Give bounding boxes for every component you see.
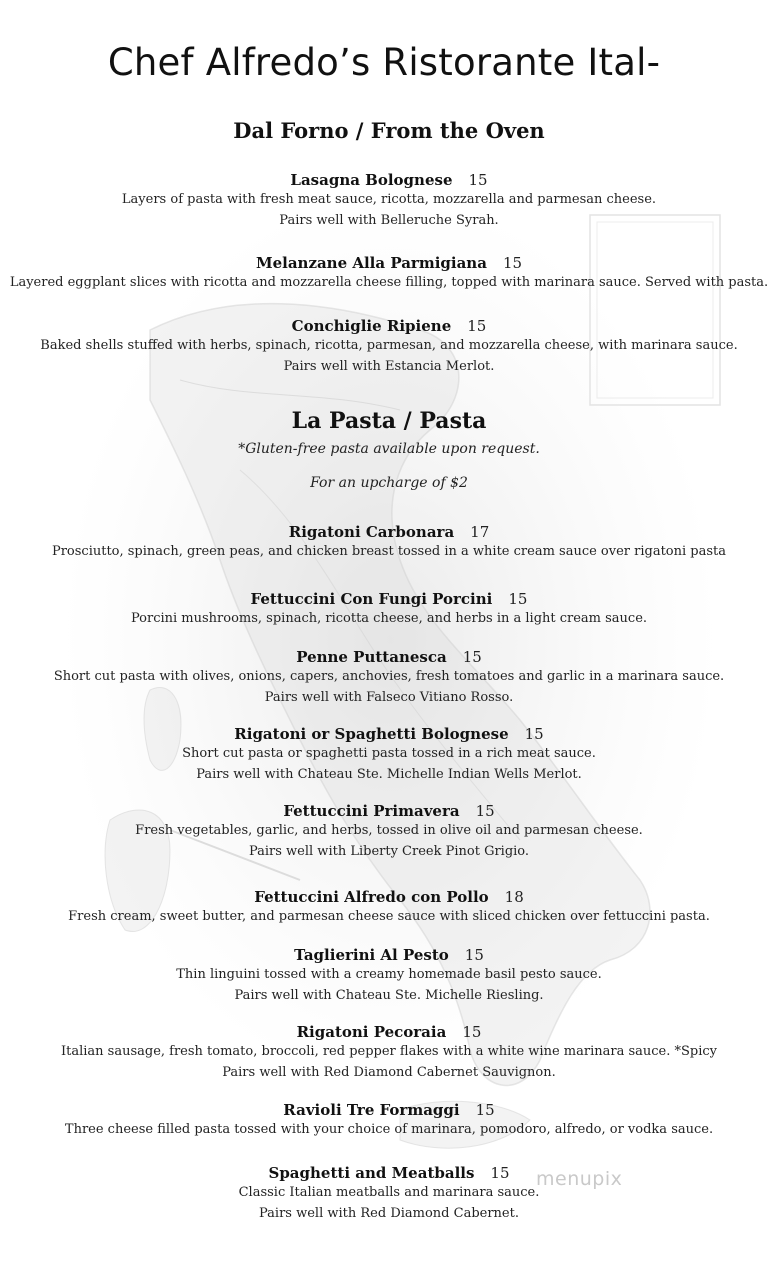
item-pairing: Pairs well with Chateau Ste. Michelle Indian Wells Merlot. [196,766,582,782]
item-name: Ravioli Tre Formaggi [283,1101,460,1119]
item-name: Penne Puttanesca [296,648,447,666]
menu-item [0,253,768,294]
item-name: Fettuccini Alfredo con Pollo [254,888,489,906]
menu-item [0,589,768,630]
item-description: Prosciutto, spinach, green peas, and chicken breast tossed in a white cream sauce over rigatoni pasta [51,544,727,559]
item-description: Short cut pasta with olives, onions, capers, anchovies, fresh tomatoes and garlic in a marinara sauce. [53,669,725,684]
item-description: Layered eggplant slices with ricotta and mozzarella cheese filling, topped with marinara sauce. Served with pasta. [9,275,768,290]
item-name: Lasagna Bolognese [290,171,453,189]
gluten-free-note: *Gluten-free pasta available upon request. [238,441,540,457]
item-description: Layers of pasta with fresh meat sauce, ricotta, mozzarella and parmesan cheese. [121,192,657,207]
section-heading-pasta: La Pasta / Pasta [291,408,487,434]
item-pairing: Pairs well with Estancia Merlot. [283,358,495,374]
upcharge-note: For an upcharge of $2 [310,475,468,491]
item-pairing: Pairs well with Chateau Ste. Michelle Riesling. [234,987,544,1003]
section-heading-oven: Dal Forno / From the Oven [233,118,545,143]
item-name: Melanzane Alla Parmigiana [255,254,487,272]
item-price: 15 [475,1101,495,1119]
menu-item [0,647,768,708]
item-pairing: Pairs well with Belleruche Syrah. [279,212,499,228]
item-name: Taglierini Al Pesto [294,946,449,964]
item-description: Italian sausage, fresh tomato, broccoli, red pepper flakes with a white wine marinara sauce. *Spicy [60,1044,717,1059]
item-name: Conchiglie Ripiene [291,317,452,335]
item-description: Short cut pasta or spaghetti pasta tossed in a rich meat sauce. [182,746,596,761]
item-price: 15 [490,1164,510,1182]
item-price: 15 [464,946,484,964]
item-price: 17 [470,523,490,541]
item-description: Three cheese filled pasta tossed with your choice of marinara, pomodoro, alfredo, or vodka sauce. [64,1122,714,1137]
item-pairing: Pairs well with Liberty Creek Pinot Grigio. [248,843,530,859]
menu-item [0,887,768,928]
item-description: Baked shells stuffed with herbs, spinach, ricotta, parmesan, and mozzarella cheese, with marinara sauce. [40,338,738,353]
menu-item [0,522,768,563]
menu-item [0,801,768,862]
item-price: 15 [502,254,523,272]
menu-item [0,170,768,231]
item-name: Rigatoni or Spaghetti Bolognese [234,725,509,743]
item-pairing: Pairs well with Red Diamond Cabernet Sauvignon. [222,1064,556,1080]
item-price: 15 [462,648,482,666]
item-name: Rigatoni Carbonara [288,523,455,541]
item-price: 18 [504,888,524,906]
menu-item [0,316,768,377]
item-price: 15 [468,171,488,189]
item-description: Thin linguini tossed with a creamy homemade basil pesto sauce. [176,967,602,982]
menu-item [0,1022,768,1083]
item-price: 15 [467,317,487,335]
item-pairing: Pairs well with Red Diamond Cabernet. [259,1205,519,1221]
item-price: 15 [462,1023,482,1041]
item-description: Classic Italian meatballs and marinara sauce. [238,1185,540,1200]
item-name: Rigatoni Pecoraia [296,1023,447,1041]
item-pairing: Pairs well with Falseco Vitiano Rosso. [264,689,514,705]
menupix-watermark: menupix [536,1168,623,1190]
item-description: Porcini mushrooms, spinach, ricotta cheese, and herbs in a light cream sauce. [130,611,648,626]
menu-item [0,1163,768,1224]
menu-item [0,724,768,785]
menu-item [0,945,768,1006]
item-name: Spaghetti and Meatballs [268,1164,475,1182]
item-price: 15 [475,802,495,820]
item-price: 15 [524,725,544,743]
menu-item [0,1100,768,1141]
item-price: 15 [508,590,528,608]
item-description: Fresh vegetables, garlic, and herbs, tossed in olive oil and parmesan cheese. [135,823,643,838]
item-description: Fresh cream, sweet butter, and parmesan cheese sauce with sliced chicken over fettuccini pasta. [68,909,710,924]
item-name: Fettuccini Primavera [283,802,460,820]
item-name: Fettuccini Con Fungi Porcini [250,590,493,608]
restaurant-title: Chef Alfredo’s Ristorante Ital- [107,41,661,84]
